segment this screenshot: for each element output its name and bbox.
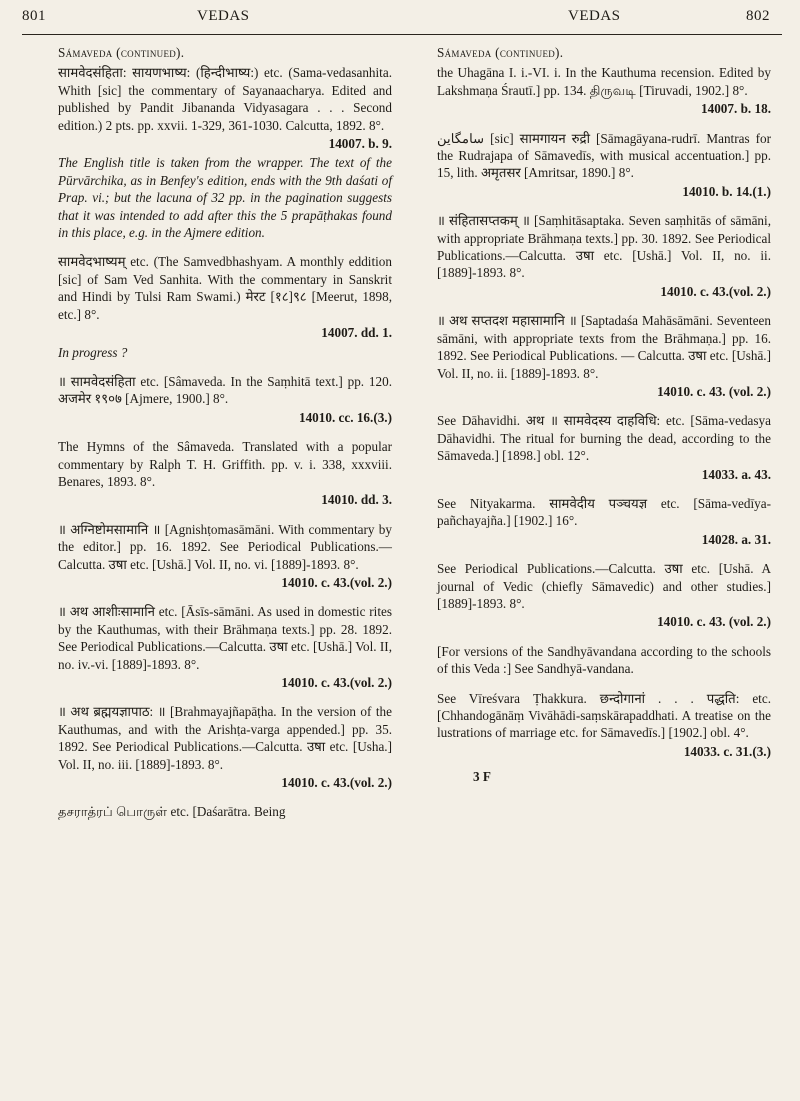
left-column [58,44,392,833]
shelfmark: 14028. a. 31. [701,531,771,547]
shelfmark: 14007. b. 18. [701,101,771,117]
shelfmark: 14010. dd. 3. [321,492,392,508]
entry-text: ॥ अथ ब्रह्मयज्ञापाठ: ॥ [Brahmayajñapāṭha. In the version of the Kauthumas, and with the Arishṭa-varga appended.] pp. 35. 1892. See Periodical Publications.—Calcutta. उषा etc. [Usha.] Vol. II, no. iii. [1889]-1893. 8°. [58,704,392,772]
entry-text: தசராத்ரப் பொருள் etc. [Daśarātra. Being [58,804,286,820]
left-running-title: VEDAS [197,8,250,24]
entry-note: The English title is taken from the wrapper. The text of the Pūrvārchika, as in Benfey's edition, ends with the 9th daśati of Prap. vi.; but the lacuna of 32 pp. in the pagination suggests that it was intended to add after this the 5 prapāṭhakas found in this place, e.g. in the Ajmere edition. [58,155,392,241]
catalogue-entry [58,803,392,820]
shelfmark: 14007. dd. 1. [321,325,392,341]
entry-text: the Uhagāna I. i.-VI. i. In the Kauthuma recension. Edited by Lakshmaṇa Śrautī.] pp. 134. திருவடி [Tiruvadi, 1902.] 8°. [437,65,771,98]
shelfmark: 14010. c. 43. (vol. 2.) [657,383,771,399]
right-running-title: VEDAS [568,8,621,24]
shelfmark: 14033. c. 31.(3.) [683,743,771,759]
catalogue-entry [437,412,771,483]
right-page-number: 802 [746,8,770,24]
right-column [437,44,771,786]
entry-text: The Hymns of the Sâmaveda. Translated with a popular commentary by Ralph T. H. Griffith. pp. v. i. 338, xxxviii. Benares, 1893. 8°. [58,439,392,489]
shelfmark: 14033. a. 43. [701,466,771,482]
right-entry-list [437,64,771,760]
catalogue-entry [437,495,771,548]
left-page-number: 801 [22,8,46,24]
header-rule [22,34,782,35]
shelfmark: 14010. b. 14.(1.) [682,183,771,199]
entry-text: ॥ संहितासप्तकम् ॥ [Saṃhitāsaptaka. Seven saṃhitās of sāmāni, with appropriate Brāhmaṇa texts.] pp. 30. 1892. See Periodical Publications.—Calcutta. उषा etc. [Ushā.] Vol. II, no. ii. [1889]-1893. 8°. [437,213,771,281]
left-entry-list [58,64,392,820]
entry-text: See Nityakarma. सामवेदीय पञ्चयज्ञ etc. [Sāma-vedīya-pañchayajña.] [1902.] 16°. [437,495,771,529]
catalogue-entry [58,373,392,426]
entry-status: In progress ? [58,344,128,360]
catalogue-entry [437,560,771,631]
catalogue-entry [437,643,771,678]
shelfmark: 14010. c. 43.(vol. 2.) [281,775,392,791]
catalogue-entry [58,64,392,241]
entry-text: See Dāhavidhi. अथ ॥ सामवेदस्य दाहविधि: etc. [Sāma-vedasya Dāhavidhi. The ritual for burning the dead, according to the Sāmaveda.] [1898.] obl. 12°. [437,413,771,464]
entry-text: See Periodical Publications.—Calcutta. उषा etc. [Ushā. A journal of Vedic (chiefly Sāmavedic) and other studies.] [1889]-1893. 8°. [437,561,771,611]
left-column-heading: Sámaveda (continued). [58,45,185,60]
shelfmark: 14010. c. 43.(vol. 2.) [281,675,392,690]
entry-text: [For versions of the Sandhyāvandana according to the schools of this Veda :] See Sandhyā-vandana. [437,643,771,677]
entry-text: सामवेदसंहिता: सायणभाष्य: (हिन्दीभाष्य:) etc. (Sama-vedasanhita. Whith [sic] the commentary of Sayanaacharya. Edited and published by Pandit Jibananda Vidyasagara . . . Second edition.) 2 pts. pp. xxvii. 1-329, 361-1030. Calcutta, 1892. 8°. [58,65,392,133]
entry-text: ॥ अथ आशीःसामानि etc. [Āsīs-sāmāni. As used in domestic rites by the Kauthumas, with their Brāhmaṇa texts.] pp. 28. 1892. See Periodical Publications.—Calcutta. उषा etc. [Ushā.] Vol. II, no. iv.-vi. [1889]-1893. 8°. [58,604,392,672]
shelfmark: 14010. cc. 16.(3.) [298,409,392,425]
entry-text: See Vīreśvara Ṭhakkura. छन्दोगानां . . . पद्धति: etc. [Chhandogānāṃ Vivāhādi-saṃskārapaddhati. A treatise on the lustrations of marriage etc. for Sāmavedīs.] [1902.] obl. 4°. [437,690,771,741]
entry-text: ॥ अग्निष्टोमसामानि ॥ [Agnishṭomasāmāni. With commentary by the editor.] pp. 16. 1892. See Periodical Publications.—Calcutta. उषा etc. [Ushā.] Vol. II, no. vi. [1889]-1893. 8°. [58,521,392,572]
entry-text: ॥ अथ सप्तदश महासामानि ॥ [Saptadaśa Mahāsāmāni. Seventeen sāmāni, with appropriate texts from the Brāhmaṇa.] pp. 16. 1892. See Periodical Publications. — Calcutta. उषा etc. [Ushā.] Vol. II, no. ii. [1889]-1893. 8°. [437,313,771,381]
catalogue-entry [58,603,392,691]
right-column-heading: Sámaveda (continued). [437,45,564,60]
catalogue-entry [58,703,392,791]
catalogue-entry [437,64,771,117]
signature-mark: 3 F [473,769,491,785]
entry-text: ॥ सामवेदसंहिता etc. [Sâmaveda. In the Saṃhitā text.] pp. 120. अजमेर १९०७ [Ajmere, 1900.] 8°. [58,373,392,407]
shelfmark: 14007. b. 9. [328,136,392,152]
catalogue-entry [437,312,771,400]
page-header [0,8,800,30]
catalogue-entry [437,690,771,761]
shelfmark: 14010. c. 43. (vol. 2.) [657,614,771,630]
catalogue-entry [437,130,771,201]
catalogue-entry [58,253,392,360]
catalogue-entry [58,438,392,509]
entry-text: سامگاین [sic] सामगायन रुद्री [Sāmagāyana-rudrī. Mantras for the Rudrajapa of Sāmavedīs, with musical accentuation.] pp. 15, lith. अमृतसर [Amritsar, 1890.] 8°. [437,130,771,181]
catalogue-entry [437,212,771,300]
shelfmark: 14010. c. 43.(vol. 2.) [281,574,392,590]
shelfmark: 14010. c. 43.(vol. 2.) [660,283,771,299]
entry-text: सामवेदभाष्यम् etc. (The Samvedbhashyam. A monthly eddition [sic] of Sam Ved Sanhita. With the commentary in Sanskrit and Hindi by Tulsi Ram Swami.) मेरट [१८]९८ [Meerut, 1898, etc.] 8°. [58,254,392,322]
catalogue-entry [58,521,392,592]
